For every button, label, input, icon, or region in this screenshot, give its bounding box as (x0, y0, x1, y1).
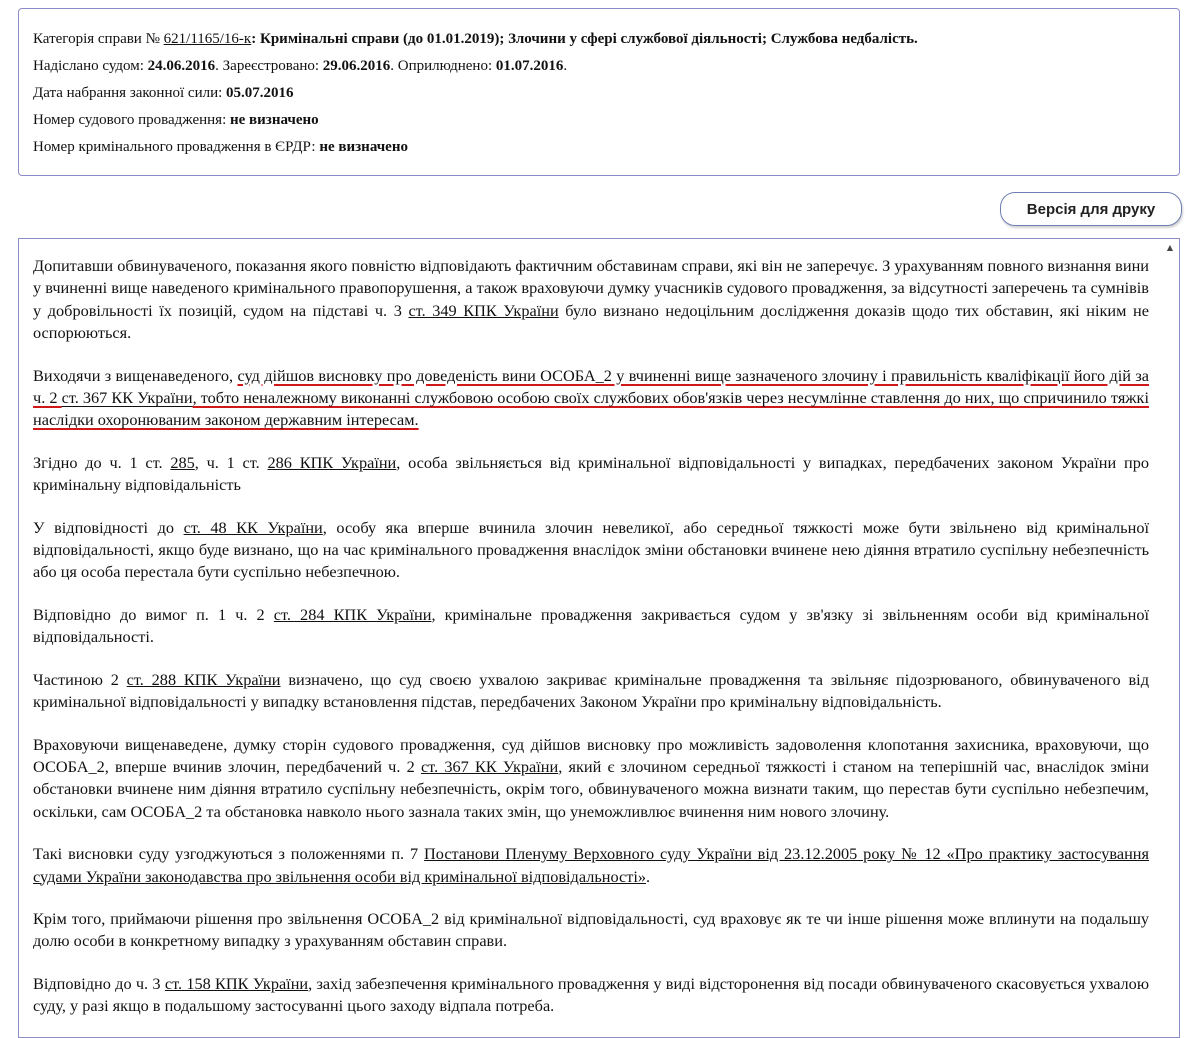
erdr-value: не визначено (319, 139, 408, 155)
paragraph-3 (33, 452, 1149, 497)
paragraph-1 (33, 255, 1149, 345)
document-text-panel[interactable] (18, 238, 1180, 1038)
paragraph-9 (33, 908, 1149, 953)
p5-law-link[interactable]: ст. 284 КПК України (273, 604, 432, 624)
case-number-link[interactable]: 621/1165/16-к (163, 31, 252, 47)
print-version-button[interactable]: Версія для друку (1000, 192, 1182, 226)
p4-start: У відповідності до (33, 517, 184, 537)
p8-start: Такі висновки суду узгоджуються з положеннями п. 7 (33, 844, 425, 864)
paragraph-10 (33, 973, 1149, 1018)
case-info-panel (18, 8, 1180, 176)
p8-resolution-link[interactable]: Постанови Пленуму Верховного суду України від 23.12.2005 року № 12 «Про практику застосування судами України законодавства про звільнення особи від кримінальної відповідальності» (33, 844, 1150, 886)
scroll-up-icon[interactable]: ▲ (1166, 243, 1173, 252)
p3-law-link-1[interactable]: 285 (170, 452, 195, 472)
p1-end: було визнано недоцільним дослідження доказів щодо тих обставин, які ніким не оспорюються. (33, 300, 1149, 343)
registered-label: . Зареєстровано: (215, 58, 323, 74)
effective-label: Дата набрання законної сили: (33, 85, 227, 101)
erdr-number-line (33, 137, 1179, 164)
p4-law-link[interactable]: ст. 48 КК України (183, 517, 323, 537)
paragraph-4 (33, 517, 1149, 584)
p1-law-link[interactable]: ст. 349 КПК України (408, 300, 559, 320)
p6-end: визначено, що суд своєю ухвалою закриває кримінальне провадження та звільняє підозрюваного, обвинуваченого від кримінальної відповідальності у випадку встановлення підстав, передбачених Законом України про кримінальну відповідальність. (33, 669, 1149, 712)
published-end: . (563, 58, 568, 74)
document-body (33, 255, 1149, 1038)
p7-end: , який є злочином середньої тяжкості і станом на теперішній час, внаслідок зміни обстановки вчинене ним діяння втратило суспільну небезпечність, окрім того, обвинуваченого можна визнати таким, що перестав бути суспільно небезпечим, оскільки, сам ОСОБА_2 та обстановка навколо нього зазнала таких змін, що унеможливлює вчинення ним нового злочину. (33, 756, 1149, 821)
paragraph-5 (33, 604, 1149, 649)
p10-law-link[interactable]: ст. 158 КПК України (164, 973, 309, 993)
p7-start: Враховуючи вищенаведене, думку сторін судового провадження, суд дійшов висновку про можливість задоволення клопотання захисника, враховуючи, що ОСОБА_2, вперше вчинив злочин, передбачений ч. 2 (33, 734, 1149, 776)
p3-end: , особа звільняється від кримінальної відповідальності у випадках, передбачених законом України про кримінальну відповідальність (33, 452, 1149, 495)
p8-end: . (646, 866, 651, 886)
p2-highlight-1: суд дійшов висновку про доведеність вини ОСОБА_2 у вчиненні вище зазначеного злочину і правильність кваліфікації його дій за ч. 2 (33, 365, 1149, 408)
p6-law-link[interactable]: ст. 288 КПК України (126, 669, 281, 689)
paragraph-8 (33, 843, 1149, 888)
case-category-line (33, 29, 1179, 56)
case-dates-line (33, 56, 1179, 83)
effective-date-line (33, 83, 1179, 110)
published-date: 01.07.2016 (495, 58, 564, 74)
published-label: . Оприлюднено: (390, 58, 496, 74)
p3-start: Згідно до ч. 1 ст. (33, 452, 171, 472)
p10-end: , захід забезпечення кримінального провадження у виді відсторонення від посади обвинуваченого скасовується ухвалою суду, у разі якщо в подальшому застосуванні цього заходу відпала потреба. (33, 973, 1149, 1016)
p1-text: Допитавши обвинуваченого, показання якого повністю відповідають фактичним обставинам справи, які він не заперечує. З урахуванням повного визнання вини у вчиненні вище наведеного кримінального правопорушення, а також враховуючи думку учасників судового провадження, за відсутності заперечень та сумнівів у добровільності їх позицій, судом на підставі ч. 3 (33, 256, 1150, 320)
erdr-label: Номер кримінального провадження в ЄРДР: (33, 139, 320, 155)
p5-end: , кримінальне провадження закривається судом у зв'язку зі звільненням особи від кримінальної відповідальності. (33, 604, 1149, 647)
p2-highlight-2: , тобто неналежному виконанні службовою особою своїх службових обов'язків через несумлінне ставлення до них, що спричинило тяжкі наслідки охоронюваним законом державним інтересам. (33, 388, 1149, 430)
sent-label: Надіслано судом: (33, 58, 148, 74)
case-category-label: Категорія справи № (33, 31, 164, 47)
case-category-value: : Кримінальні справи (до 01.01.2019); Злочини у сфері службової діяльності; Службова недбалість. (251, 31, 918, 47)
p10-start: Відповідно до ч. 3 (33, 973, 165, 993)
p2-law-link[interactable]: ст. 367 КК України (61, 388, 193, 408)
paragraph-2 (33, 365, 1149, 432)
proceeding-number-line (33, 110, 1179, 137)
p3-law-link-2[interactable]: 286 КПК України (267, 452, 397, 472)
p5-start: Відповідно до вимог п. 1 ч. 2 (33, 604, 274, 624)
paragraph-6 (33, 669, 1149, 714)
proceeding-label: Номер судового провадження: (33, 112, 230, 128)
proceeding-value: не визначено (230, 112, 319, 128)
effective-date: 05.07.2016 (226, 85, 294, 101)
p4-end: , особу яка вперше вчинила злочин невеликої, або середньої тяжкості може бути звільнено від кримінальної відповідальності, якщо буде визнано, що на час кримінального провадження внаслідок зміни обстановки вчинене нею діяння втратило суспільну небезпечність або ця особа перестала бути суспільно небезпечною. (33, 517, 1149, 582)
p2-start: Виходячи з вищенаведеного, (33, 365, 238, 385)
sent-date: 24.06.2016 (147, 58, 216, 74)
p3-mid: , ч. 1 ст. (194, 452, 268, 472)
p7-law-link[interactable]: ст. 367 КК України (420, 756, 559, 776)
p9-text: Крім того, приймаючи рішення про звільнення ОСОБА_2 від кримінальної відповідальності, суд враховує як те чи інше рішення може вплинути на подальшу долю особи в конкретному випадку з урахуванням обставин справи. (33, 908, 1149, 951)
paragraph-7 (33, 734, 1149, 824)
p6-start: Частиною 2 (33, 669, 127, 689)
registered-date: 29.06.2016 (322, 58, 391, 74)
